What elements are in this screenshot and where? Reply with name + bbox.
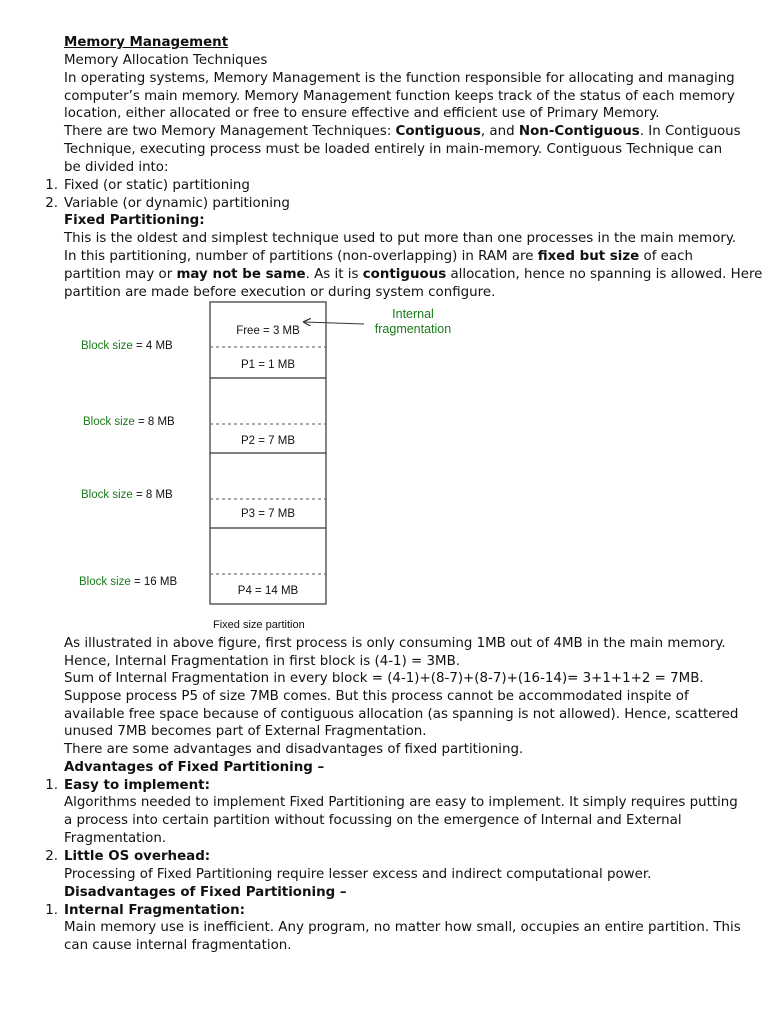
callout-label-line2: fragmentation bbox=[374, 322, 452, 336]
section-heading-text: Disadvantages of Fixed Partitioning – bbox=[64, 885, 347, 900]
bold-term: Non-Contiguous bbox=[518, 124, 640, 139]
bold-term: Contiguous bbox=[395, 124, 481, 139]
text-run: of each bbox=[639, 249, 693, 264]
list-number: 1. bbox=[45, 903, 58, 918]
section-heading-text: Advantages of Fixed Partitioning – bbox=[64, 760, 325, 775]
text-run: . As it is bbox=[305, 267, 363, 282]
paragraph-line: Hence, Internal Fragmentation in first block is (4-1) = 3MB. bbox=[64, 654, 461, 669]
block-size-value: = 4 MB bbox=[132, 340, 173, 352]
paragraph-line: There are some advantages and disadvantages of fixed partitioning. bbox=[64, 742, 524, 757]
block-size-label bbox=[79, 576, 177, 588]
list-text: Variable (or dynamic) partitioning bbox=[64, 196, 290, 211]
paragraph-line: partition are made before execution or during system configure. bbox=[64, 285, 496, 300]
section-heading bbox=[64, 884, 347, 902]
bold-term: contiguous bbox=[362, 267, 447, 282]
callout-label-line1: Internal bbox=[392, 307, 434, 321]
paragraph-line: In operating systems, Memory Management is the function responsible for allocating and managing bbox=[64, 71, 735, 86]
paragraph-line: Suppose process P5 of size 7MB comes. But this process cannot be accommodated inspite of bbox=[64, 689, 689, 704]
figure-caption: Fixed size partition bbox=[213, 619, 305, 631]
section-heading bbox=[64, 212, 205, 230]
paragraph-line: can cause internal fragmentation. bbox=[64, 938, 292, 953]
block-size-key: Block size bbox=[81, 340, 133, 352]
list-item-title: Easy to implement: bbox=[64, 778, 210, 793]
paragraph-line: location, either allocated or free to ensure effective and efficient use of Primary Memory. bbox=[64, 106, 660, 121]
list-item-title: Internal Fragmentation: bbox=[64, 903, 246, 918]
block-size-value: = 16 MB bbox=[130, 576, 178, 588]
text-run: In this partitioning, number of partitions (non-overlapping) in RAM are bbox=[64, 249, 538, 264]
block-size-key: Block size bbox=[83, 416, 135, 428]
block-size-value: = 8 MB bbox=[132, 489, 173, 501]
text-run: partition may or bbox=[64, 267, 177, 282]
list-item-title: Little OS overhead: bbox=[64, 849, 211, 864]
list-number: 1. bbox=[45, 178, 58, 193]
paragraph-line bbox=[64, 248, 693, 266]
list-number: 2. bbox=[45, 196, 58, 211]
block-size-label bbox=[83, 416, 175, 428]
list-item bbox=[45, 902, 246, 920]
paragraph-line: As illustrated in above figure, first process is only consuming 1MB out of 4MB in the main memory. bbox=[64, 636, 726, 651]
bold-term: may not be same bbox=[176, 267, 306, 282]
block-size-key: Block size bbox=[79, 576, 131, 588]
paragraph-line: Main memory use is inefficient. Any program, no matter how small, occupies an entire partition. This bbox=[64, 920, 741, 935]
block-size-key: Block size bbox=[81, 489, 133, 501]
paragraph-line bbox=[64, 266, 762, 284]
process-label: P1 = 1 MB bbox=[240, 359, 296, 371]
paragraph-line: available free space because of contiguous allocation (as spanning is not allowed). Hence, scattered bbox=[64, 707, 739, 722]
list-text: Fixed (or static) partitioning bbox=[64, 178, 250, 193]
process-label: P4 = 14 MB bbox=[237, 585, 299, 597]
process-label: P2 = 7 MB bbox=[240, 435, 296, 447]
paragraph-line: This is the oldest and simplest technique used to put more than one processes in the main memory. bbox=[64, 231, 737, 246]
paragraph-line: Technique, executing process must be loaded entirely in main-memory. Contiguous Technique can bbox=[64, 142, 723, 157]
paragraph-line: Sum of Internal Fragmentation in every block = (4-1)+(8-7)+(8-7)+(16-14)= 3+1+1+2 = 7MB. bbox=[64, 671, 704, 686]
section-heading bbox=[64, 759, 324, 777]
bold-term: fixed but size bbox=[537, 249, 640, 264]
paragraph-line: Fragmentation. bbox=[64, 831, 167, 846]
paragraph-line: Algorithms needed to implement Fixed Partitioning are easy to implement. It simply requires putting bbox=[64, 795, 738, 810]
paragraph-line: a process into certain partition without focussing on the emergence of Internal and External bbox=[64, 813, 682, 828]
list-item bbox=[45, 848, 211, 866]
paragraph-line: Processing of Fixed Partitioning require lesser excess and indirect computational power. bbox=[64, 867, 652, 882]
text-run: There are two Memory Management Techniques: bbox=[64, 124, 396, 139]
block-size-label bbox=[81, 340, 173, 352]
doc-title-text: Memory Management bbox=[64, 35, 229, 50]
list-item bbox=[45, 177, 250, 195]
fixed-partition-diagram bbox=[0, 300, 768, 640]
text-run: , and bbox=[480, 124, 519, 139]
text-run: . In Contiguous bbox=[639, 124, 741, 139]
list-number: 2. bbox=[45, 849, 58, 864]
callout-arrow bbox=[304, 322, 364, 324]
paragraph-line: be divided into: bbox=[64, 160, 169, 175]
list-item bbox=[45, 777, 210, 795]
section-heading-text: Fixed Partitioning: bbox=[64, 213, 205, 228]
process-label: P3 = 7 MB bbox=[240, 508, 296, 520]
text-run: allocation, hence no spanning is allowed. Here bbox=[446, 267, 763, 282]
doc-subtitle: Memory Allocation Techniques bbox=[64, 53, 268, 68]
block-size-value: = 8 MB bbox=[134, 416, 175, 428]
list-number: 1. bbox=[45, 778, 58, 793]
paragraph-line: unused 7MB becomes part of External Fragmentation. bbox=[64, 724, 427, 739]
free-space-label: Free = 3 MB bbox=[236, 325, 300, 337]
block-size-label bbox=[81, 489, 173, 501]
list-item bbox=[45, 195, 290, 213]
paragraph-line: computer’s main memory. Memory Management function keeps track of the status of each memory bbox=[64, 89, 735, 104]
doc-title bbox=[64, 34, 228, 52]
paragraph-line bbox=[64, 123, 741, 141]
